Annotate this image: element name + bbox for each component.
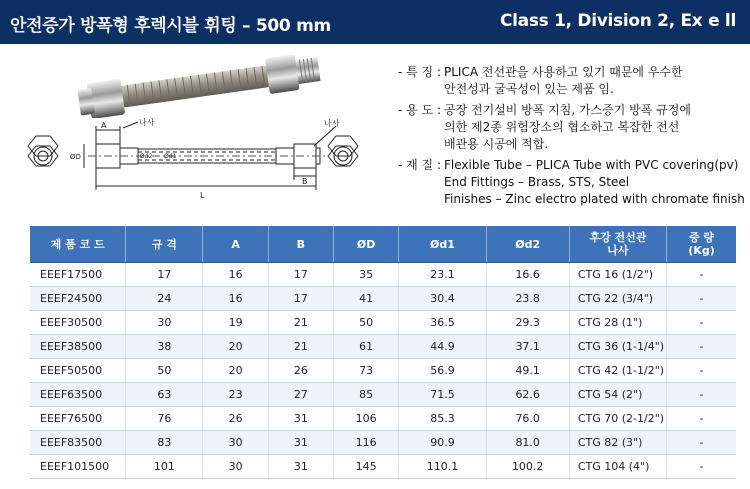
table-cell: 50 <box>126 359 203 383</box>
spec-features <box>398 64 748 98</box>
column-header: 후강 전선관 나사 <box>569 226 666 263</box>
classification-label: Class 1, Division 2, Ex e ll <box>499 11 736 31</box>
table-header-row <box>30 226 736 263</box>
table-row <box>30 311 736 335</box>
table-cell: 26 <box>203 407 268 431</box>
table-cell: 61 <box>333 335 398 359</box>
spec-line: End Fittings – Brass, STS, Steel <box>444 175 630 189</box>
thread-label-right: 나사 <box>324 119 340 128</box>
table-row <box>30 383 736 407</box>
table-cell: 31 <box>268 407 333 431</box>
table-cell: 106 <box>333 407 398 431</box>
dim-a-label: A <box>101 121 107 130</box>
table-cell: 31 <box>268 431 333 455</box>
table-cell: 36.5 <box>399 311 486 335</box>
table-row <box>30 263 736 287</box>
spec-line: 의한 제2종 위험장소의 협소하고 복잡한 전선 <box>444 120 680 134</box>
table-cell: 16.6 <box>486 263 569 287</box>
column-header: 중 량 (Kg) <box>667 226 736 263</box>
table-cell: 21 <box>268 335 333 359</box>
table-cell: CTG 36 (1-1/4") <box>569 335 666 359</box>
title-bar <box>0 0 750 44</box>
table-cell: CTG 28 (1") <box>569 311 666 335</box>
table-cell: EEEF17500 <box>30 263 126 287</box>
dimension-drawing <box>18 118 366 204</box>
spec-line: PLICA 전선관을 사용하고 있기 때문에 우수한 <box>444 65 683 79</box>
table-cell: CTG 16 (1/2") <box>569 263 666 287</box>
spec-usage <box>398 102 748 153</box>
table-cell: 17 <box>268 287 333 311</box>
table-cell: 76.0 <box>486 407 569 431</box>
spec-line: 안전성과 굴곡성이 있는 제품 임. <box>444 82 614 96</box>
table-cell: 50 <box>333 311 398 335</box>
table-row <box>30 455 736 479</box>
table-row <box>30 359 736 383</box>
spec-line: Finishes – Zinc electro plated with chromate finish <box>444 192 745 206</box>
table-cell: 38 <box>126 335 203 359</box>
table-cell: 83 <box>126 431 203 455</box>
table-cell: 73 <box>333 359 398 383</box>
table-cell: 76 <box>126 407 203 431</box>
table-cell: 44.9 <box>399 335 486 359</box>
spec-key: - 특 징 : <box>398 65 442 79</box>
spec-list <box>398 64 748 212</box>
table-row <box>30 335 736 359</box>
table-cell: 27 <box>268 383 333 407</box>
dim-d-label: ØD <box>70 153 81 161</box>
table-cell: - <box>667 407 736 431</box>
table-cell: 30.4 <box>399 287 486 311</box>
table-cell: 24 <box>126 287 203 311</box>
table-row <box>30 287 736 311</box>
table-cell: EEEF63500 <box>30 383 126 407</box>
table-cell: 56.9 <box>399 359 486 383</box>
column-header: 제 품 코 드 <box>30 226 126 263</box>
thread-label-left: 나사 <box>139 118 155 127</box>
table-cell: CTG 82 (3") <box>569 431 666 455</box>
table-cell: 30 <box>203 431 268 455</box>
table-row <box>30 407 736 431</box>
table-cell: - <box>667 287 736 311</box>
table-cell: CTG 54 (2") <box>569 383 666 407</box>
column-header: A <box>203 226 268 263</box>
table-cell: EEEF101500 <box>30 455 126 479</box>
spec-material <box>398 157 748 208</box>
table-row <box>30 431 736 455</box>
table-cell: 31 <box>268 455 333 479</box>
table-cell: 116 <box>333 431 398 455</box>
table-cell: 23 <box>203 383 268 407</box>
table-cell: - <box>667 455 736 479</box>
table-cell: 110.1 <box>399 455 486 479</box>
table-cell: 16 <box>203 287 268 311</box>
column-header: ØD <box>333 226 398 263</box>
column-header: B <box>268 226 333 263</box>
spec-key: - 재 질 : <box>398 158 442 172</box>
dim-l-label: L <box>200 191 205 200</box>
table-cell: 71.5 <box>399 383 486 407</box>
table-cell: 20 <box>203 359 268 383</box>
table-cell: - <box>667 335 736 359</box>
table-cell: CTG 70 (2-1/2") <box>569 407 666 431</box>
table-cell: 23.8 <box>486 287 569 311</box>
table-cell: 26 <box>268 359 333 383</box>
table-cell: 85.3 <box>399 407 486 431</box>
table-cell: EEEF83500 <box>30 431 126 455</box>
column-header: Ød2 <box>486 226 569 263</box>
table-cell: - <box>667 311 736 335</box>
table-cell: 100.2 <box>486 455 569 479</box>
dim-d2-label: Ød2 <box>140 153 153 160</box>
table-cell: 49.1 <box>486 359 569 383</box>
dim-b-label: B <box>302 177 308 186</box>
table-cell: 101 <box>126 455 203 479</box>
table-cell: 41 <box>333 287 398 311</box>
table-cell: 17 <box>268 263 333 287</box>
table-cell: - <box>667 359 736 383</box>
table-cell: 62.6 <box>486 383 569 407</box>
table-cell: EEEF30500 <box>30 311 126 335</box>
table-cell: - <box>667 383 736 407</box>
table-cell: EEEF24500 <box>30 287 126 311</box>
table-cell: 29.3 <box>486 311 569 335</box>
table-cell: EEEF50500 <box>30 359 126 383</box>
table-cell: 145 <box>333 455 398 479</box>
table-cell: 19 <box>203 311 268 335</box>
table-cell: CTG 104 (4") <box>569 455 666 479</box>
spec-line: 배관용 시공에 적합. <box>444 137 549 151</box>
table-cell: 30 <box>203 455 268 479</box>
page-title: 안전증가 방폭형 후렉시블 휘팅 – 500 mm <box>10 16 331 36</box>
table-cell: 37.1 <box>486 335 569 359</box>
table-cell: EEEF76500 <box>30 407 126 431</box>
table-cell: CTG 22 (3/4") <box>569 287 666 311</box>
table-cell: 85 <box>333 383 398 407</box>
table-body <box>30 263 736 479</box>
table-cell: EEEF38500 <box>30 335 126 359</box>
spec-line: Flexible Tube – PLICA Tube with PVC covering(pv) <box>444 158 739 172</box>
table-cell: - <box>667 431 736 455</box>
table-cell: CTG 42 (1-1/2") <box>569 359 666 383</box>
table-cell: - <box>667 263 736 287</box>
column-header: Ød1 <box>399 226 486 263</box>
table-cell: 90.9 <box>399 431 486 455</box>
table-cell: 30 <box>126 311 203 335</box>
dim-d1-label: Ød1 <box>164 153 177 160</box>
table-cell: 20 <box>203 335 268 359</box>
table-cell: 35 <box>333 263 398 287</box>
product-photo <box>70 52 340 118</box>
table-cell: 81.0 <box>486 431 569 455</box>
table-cell: 63 <box>126 383 203 407</box>
table-cell: 21 <box>268 311 333 335</box>
spec-line: 공장 전기설비 방폭 지침, 가스증기 방폭 규정에 <box>444 103 691 117</box>
table-cell: 23.1 <box>399 263 486 287</box>
spec-key: - 용 도 : <box>398 103 442 117</box>
product-table <box>30 226 736 479</box>
table-cell: 17 <box>126 263 203 287</box>
table-cell: 16 <box>203 263 268 287</box>
column-header: 규 격 <box>126 226 203 263</box>
